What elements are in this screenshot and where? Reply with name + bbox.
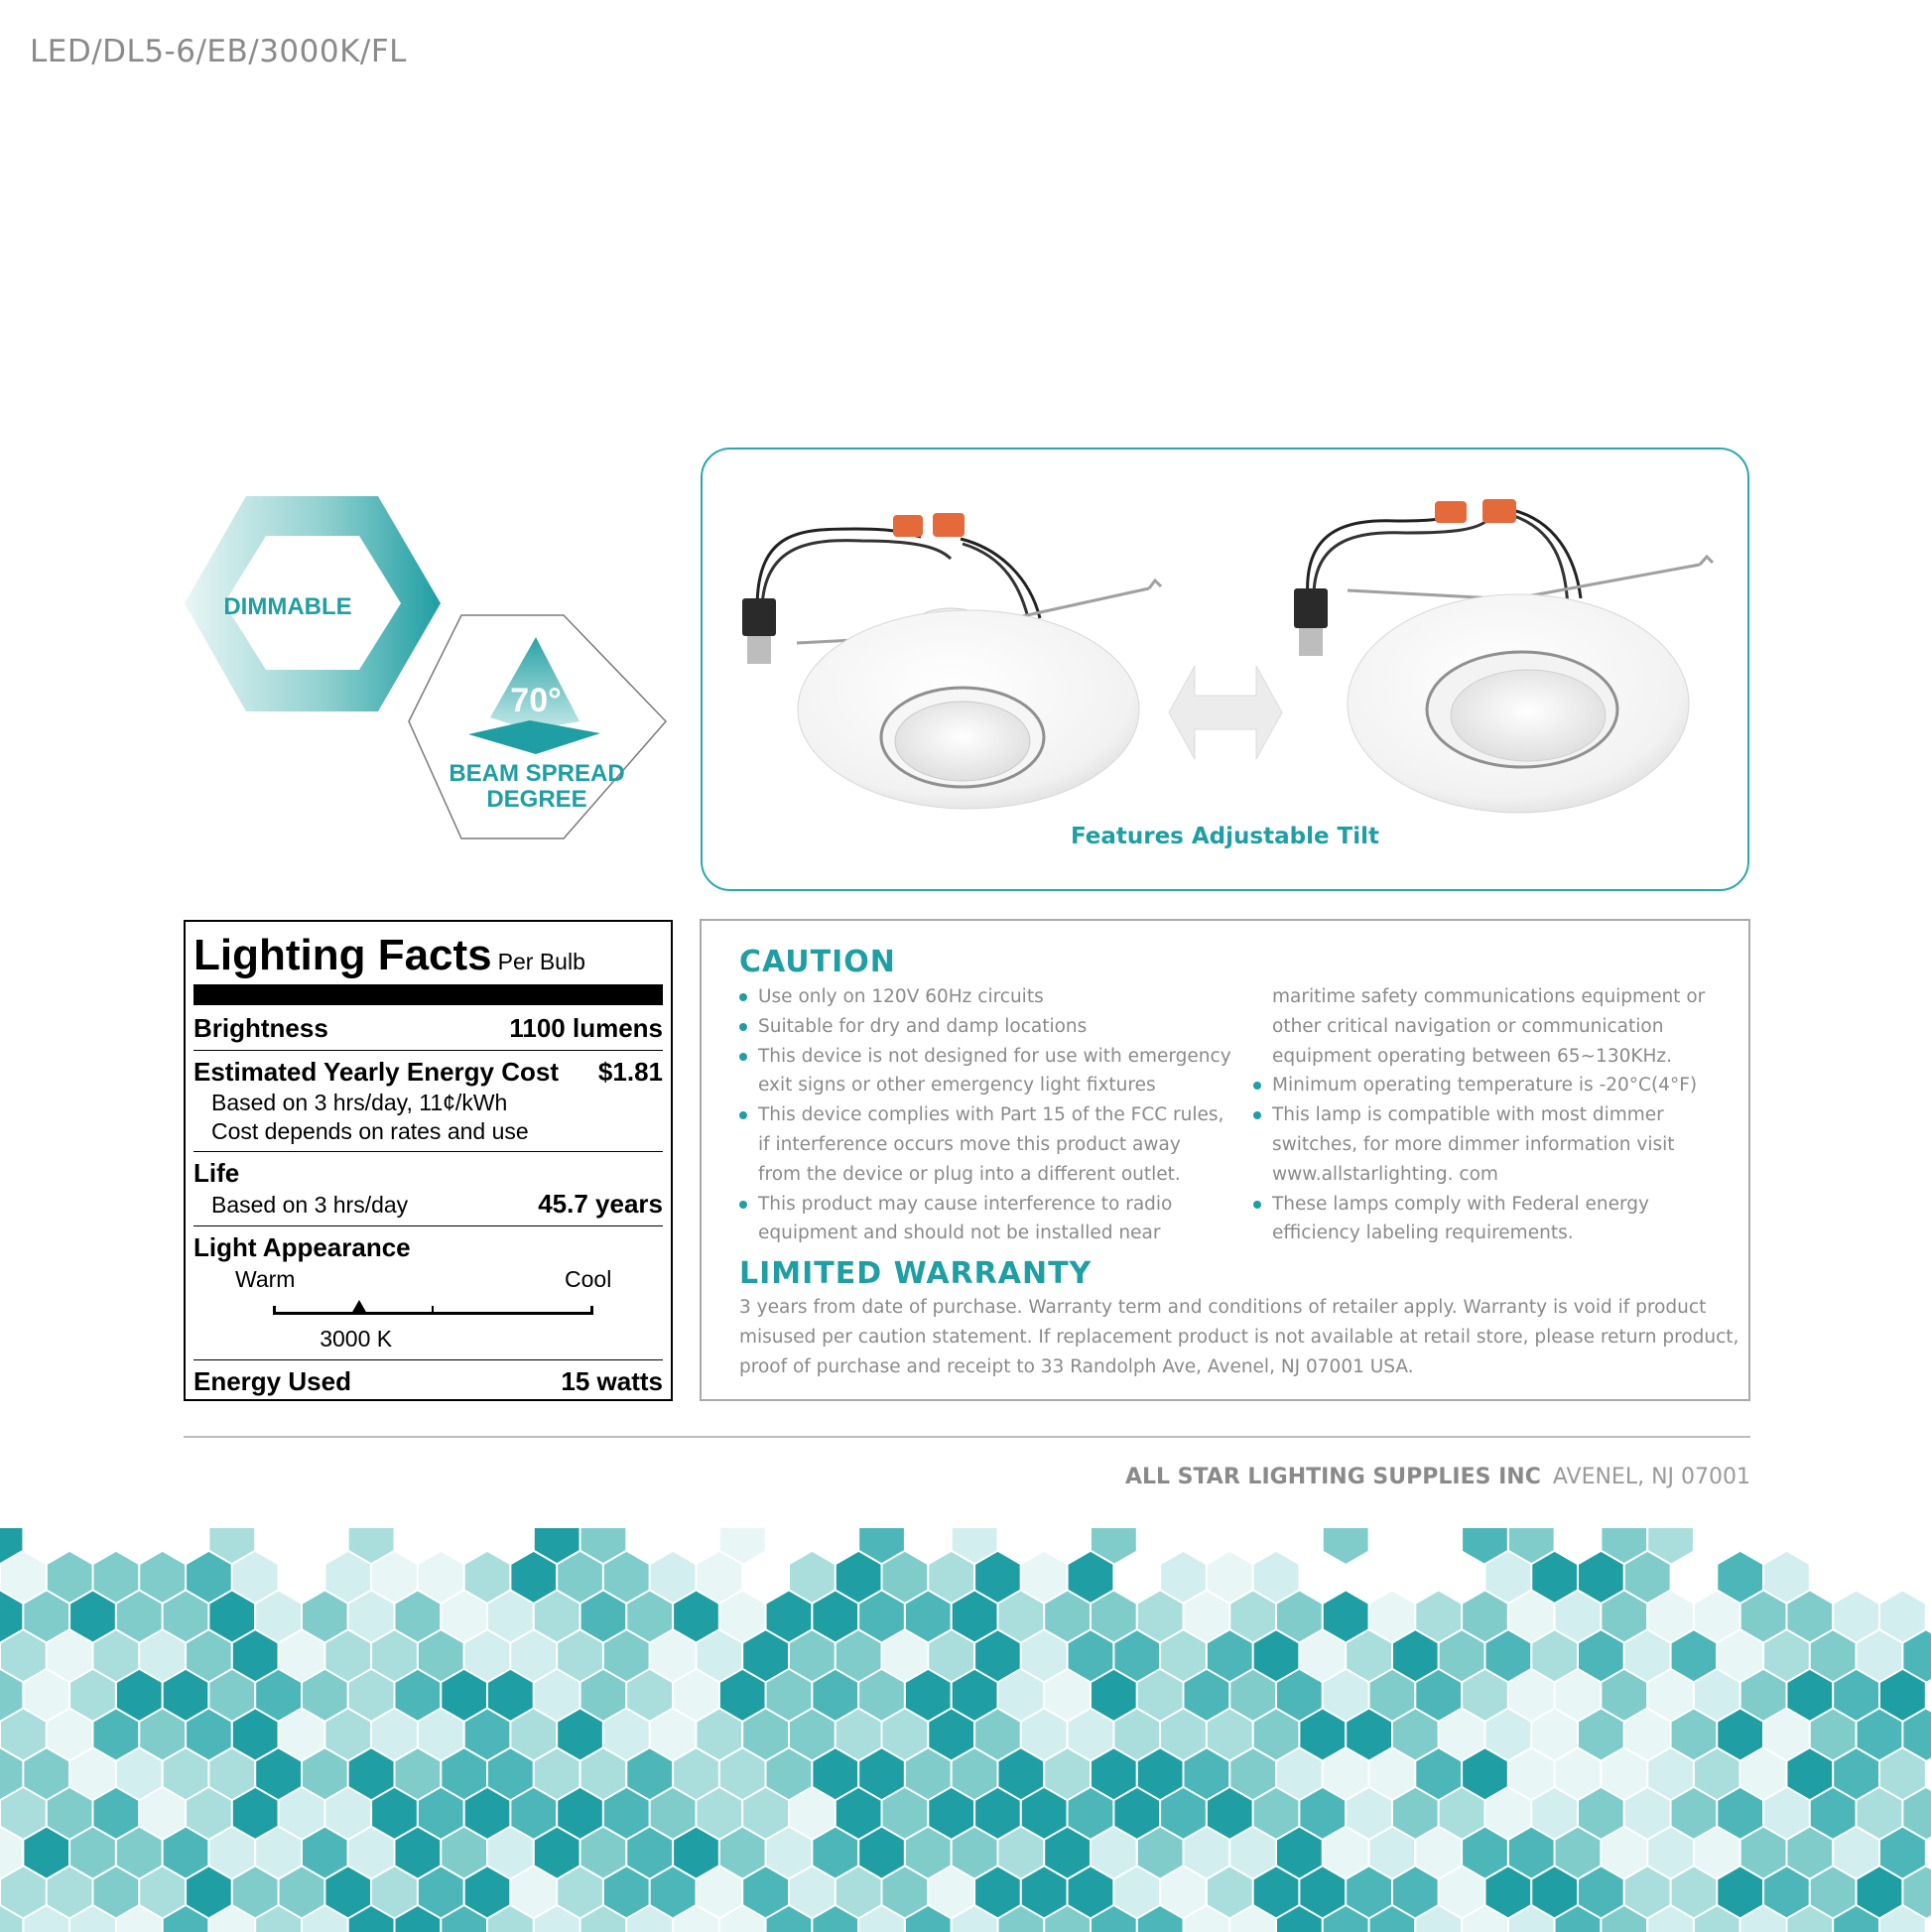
cct-marker-icon [351, 1300, 367, 1314]
caution-line: www.allstarlighting. com [1272, 1163, 1498, 1185]
caution-list-right [1252, 982, 1748, 1248]
caution-line: exit signs or other emergency light fixtures [758, 1075, 1156, 1096]
warranty-line: 3 years from date of purchase. Warranty term and conditions of retailer apply. Warranty is void if product [739, 1297, 1707, 1318]
caution-line: These lamps comply with Federal energy [1252, 1190, 1748, 1220]
caution-line: This device is not designed for use with emergency [738, 1042, 1234, 1072]
cct-scale [273, 1306, 593, 1320]
beam-label-2: DEGREE [486, 786, 587, 813]
lighting-facts-label [184, 920, 673, 1401]
dimmable-label: DIMMABLE [223, 593, 352, 620]
lighting-facts-heading: Lighting Facts [193, 931, 492, 979]
wire-connector [1435, 501, 1467, 523]
life-label: Life [193, 1158, 240, 1188]
caution-panel [700, 919, 1750, 1401]
caution-line: other critical navigation or communication [1272, 1015, 1664, 1037]
beam-spread-badge [409, 615, 666, 838]
warranty-text [739, 1293, 1741, 1382]
beam-label-1: BEAM SPREAD [449, 760, 625, 787]
company-location: AVENEL, NJ 07001 [1552, 1465, 1750, 1489]
footer-divider [184, 1436, 1750, 1438]
energy-used-row [193, 1360, 663, 1397]
warranty-line: proof of purchase and receipt to 33 Randolph Ave, Avenel, NJ 07001 USA. [739, 1356, 1414, 1377]
wire-connector [893, 515, 923, 537]
sku-code: LED/DL5-6/EB/3000K/FL [30, 34, 407, 69]
brightness-value: 1100 lumens [509, 1013, 663, 1043]
dimmable-badge [185, 496, 441, 711]
caution-line: efficiency labeling requirements. [1272, 1223, 1574, 1244]
facts-bar [193, 984, 663, 1005]
life-value: 45.7 years [538, 1189, 663, 1219]
socket-adapter [742, 598, 776, 636]
caution-list-left [738, 982, 1234, 1248]
brightness-row [193, 1005, 663, 1044]
caution-line: This lamp is compatible with most dimmer [1252, 1100, 1748, 1130]
caution-line: This product may cause interference to radio [738, 1190, 1234, 1220]
energy-cost-note-2: Cost depends on rates and use [211, 1118, 529, 1144]
caution-line: Suitable for dry and damp locations [738, 1012, 1234, 1042]
caution-line: This device complies with Part 15 of the FCC rules, [738, 1100, 1234, 1130]
warranty-title: LIMITED WARRANTY [739, 1256, 1093, 1291]
light-appearance-label: Light Appearance [193, 1232, 411, 1262]
energy-used-value: 15 watts [561, 1366, 663, 1396]
downlight-fixture-straight [742, 513, 1161, 809]
footer [184, 1465, 1750, 1489]
product-illustration [703, 450, 1747, 817]
caution-line: if interference occurs move this product away [758, 1133, 1181, 1155]
wire-connector [1482, 499, 1516, 523]
light-appearance-section [193, 1226, 663, 1359]
cool-label: Cool [565, 1266, 612, 1292]
company-name: ALL STAR LIGHTING SUPPLIES INC [1124, 1465, 1541, 1489]
energy-cost-section [193, 1051, 663, 1145]
caution-line: switches, for more dimmer information visit [1272, 1133, 1675, 1155]
lighting-facts-title [193, 931, 663, 979]
per-bulb-note: Per Bulb [497, 949, 585, 974]
warm-label: Warm [235, 1266, 296, 1292]
caution-line: Use only on 120V 60Hz circuits [738, 982, 1234, 1012]
product-image-panel [701, 448, 1749, 891]
warranty-line: misused per caution statement. If replacement product is not available at retail store, please return product, [739, 1327, 1739, 1348]
brightness-label: Brightness [193, 1013, 328, 1043]
energy-used-label: Energy Used [193, 1366, 351, 1396]
energy-cost-label: Estimated Yearly Energy Cost [193, 1057, 560, 1087]
life-section [193, 1152, 663, 1220]
socket-adapter [1294, 588, 1328, 628]
hexagon-tile [1323, 1528, 1369, 1565]
caution-title: CAUTION [739, 945, 896, 979]
caution-line: from the device or plug into a different outlet. [758, 1163, 1181, 1185]
wire-connector [933, 513, 965, 537]
caution-line: maritime safety communications equipment or [1272, 986, 1706, 1007]
energy-cost-value: $1.81 [597, 1057, 663, 1087]
double-arrow-icon [1169, 666, 1282, 759]
caution-line: Minimum operating temperature is -20°C(4°F) [1252, 1071, 1748, 1100]
energy-cost-note-1: Based on 3 hrs/day, 11¢/kWh [211, 1090, 508, 1115]
cct-value: 3000 K [320, 1326, 393, 1352]
beam-angle: 70° [510, 682, 562, 719]
hexagon-pattern [0, 1528, 1931, 1932]
downlight-fixture-tilted [1294, 499, 1713, 813]
feature-badges [179, 491, 675, 848]
caution-line: equipment operating between 65~130KHz. [1272, 1045, 1672, 1067]
tilt-caption: Features Adjustable Tilt [1070, 824, 1380, 849]
caution-line: equipment and should not be installed near [758, 1223, 1161, 1244]
life-note: Based on 3 hrs/day [211, 1192, 409, 1218]
